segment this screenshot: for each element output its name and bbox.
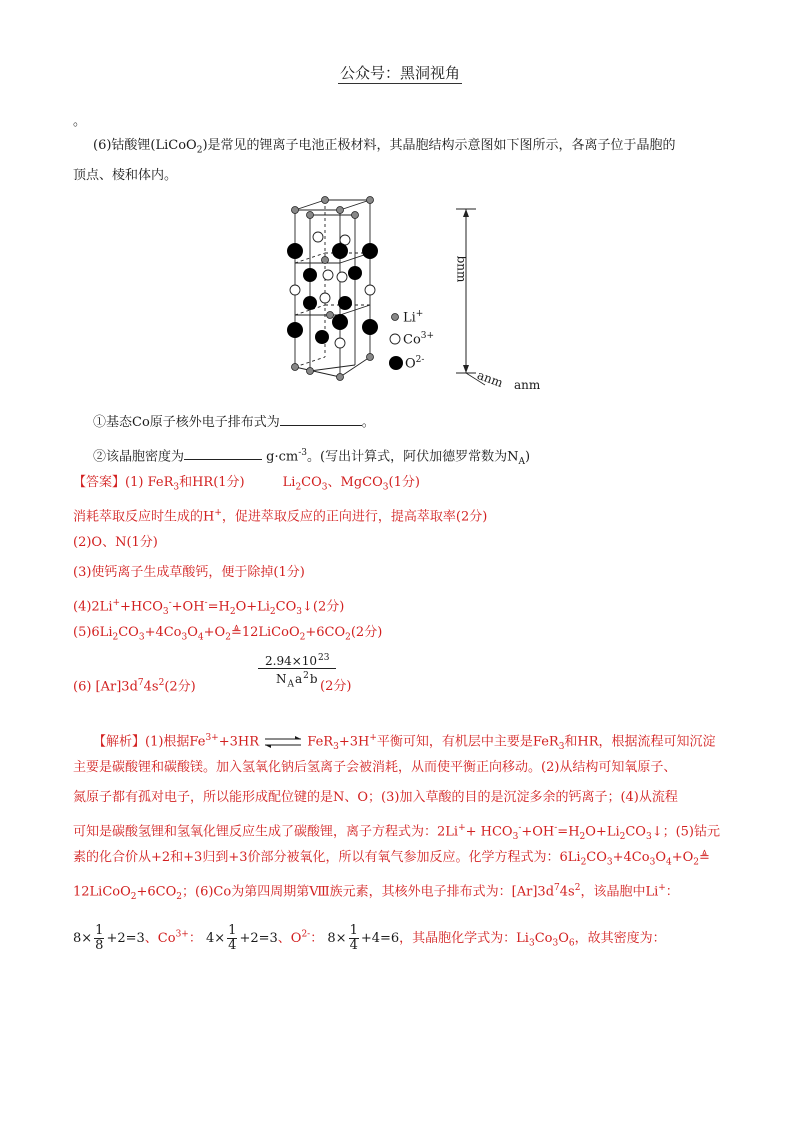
answer-blank-2[interactable] bbox=[184, 447, 262, 460]
legend-li-label: Li+ bbox=[403, 309, 424, 326]
li-atoms bbox=[292, 197, 374, 381]
legend-li-symbol bbox=[392, 314, 399, 321]
answer-blank-1[interactable] bbox=[280, 413, 362, 426]
analysis-line-4: 可知是碳酸氢锂和氢氧化锂反应生成了碳酸锂，离子方程式为：$2Li^++ HCO_3^-+OH^-=H_2O+Li_2CO_3↓$；(5)钴元 bbox=[73, 823, 720, 842]
question-item2: ②该晶胞密度为 $g\cdot cm^{-3}$。(写出计算式，阿伏加德罗常数为$N_A$) bbox=[93, 448, 531, 467]
cell-frame-lines bbox=[295, 200, 370, 377]
analysis-line-2: 主要是碳酸锂和碳酸镁。加入氢氧化钠后氢离子会被消耗，从而使平衡正向移动。(2)从结构可知氧原子、 bbox=[73, 760, 677, 775]
analysis-line-3: 氮原子都有孤对电子，所以能形成配位键的是N、O；(3)加入草酸的目的是沉淀多余的钙离子；(4)从流程 bbox=[73, 790, 678, 805]
legend-co-label: $Co^{3+}$ bbox=[403, 331, 435, 348]
height-arrow-top bbox=[463, 209, 469, 217]
page-dot: 。 bbox=[73, 114, 87, 129]
question-item1: ①基态Co原子核外电子排布式为 。 bbox=[93, 415, 375, 430]
crystal-cell-figure bbox=[280, 195, 570, 390]
density-score: (2分) bbox=[320, 679, 352, 694]
answer-line-3: (2)O、N(1分) bbox=[73, 535, 158, 550]
question-intro-line2: 顶点、棱和体内。 bbox=[73, 168, 178, 183]
height-label: bnm bbox=[454, 255, 469, 283]
width-label-a: anm bbox=[475, 367, 505, 391]
height-arrow-bottom bbox=[463, 365, 469, 373]
answer-line-2: 消耗萃取反应时生成的H+，促进萃取反应的正向进行，提高萃取率(2分) bbox=[73, 508, 488, 525]
legend-o-symbol bbox=[389, 356, 403, 370]
header-title: 公众号：黑洞视角 bbox=[339, 64, 460, 82]
analysis-line-5: 素的化合价从+2和+3归到+3价部分被氧化，所以有氧气参加反应。化学方程式为：$6Li_2CO_3+4Co_3O_4+O_2≜$ bbox=[73, 850, 710, 868]
answer-line-1: 【答案】(1) FeR$_3$和HR(1分) $Li_2CO_3$、MgCO$_3$(1分) bbox=[73, 475, 420, 493]
analysis-line-1: 【解析】(1)根据$Fe^{3+}+3HR$ FeR$_3$+3H+平衡可知，有机层中主要是FeR$_3$和HR，根据流程可知沉淀 bbox=[93, 733, 716, 752]
legend-co-symbol bbox=[390, 334, 400, 344]
analysis-line-7: 8× $\frac{1}{8}$ +2=3、$Co^{3+}$： 4× $\frac{1}{4}$ +2=3、$O^{2-}$： 8× $\frac{1}{4}$ +4=6，其晶胞化学式为：$Li_3Co_3O_6$，故其密度为： bbox=[73, 923, 666, 953]
legend-o-label: $O^{2-}$ bbox=[405, 355, 425, 372]
question-intro-line1: (6)钴酸锂(LiCoO$_2$)是常见的锂离子电池正极材料，其晶胞结构示意图如下图所示，各离子位于晶胞的 bbox=[93, 138, 676, 156]
fraction-one-quarter-a: $\frac{1}{4}$ bbox=[228, 923, 237, 953]
answer-line-4: (3)使钙离子生成草酸钙，便于除掉(1分) bbox=[73, 565, 305, 580]
answer-line-6: $(5)6Li_2CO_3+4Co_3O_4+O_2≜12LiCoO_2+6CO_2(2$分) bbox=[73, 625, 383, 643]
density-fraction: $\frac{2.94\times 10^{23}}{N_Aa^2b}$ bbox=[256, 651, 338, 691]
analysis-line-6: $12LiCoO_2+6CO_2$；(6)Co为第四周期第Ⅷ族元素，其核外电子排布式为：$[Ar]3d^74s^2$，该晶胞中Li+： bbox=[73, 883, 679, 902]
equilibrium-arrow-icon bbox=[263, 735, 303, 749]
height-dimension bbox=[456, 209, 476, 373]
fraction-one-eighth: $\frac{1}{8}$ bbox=[95, 923, 104, 953]
o-atoms bbox=[287, 243, 378, 344]
page-header bbox=[0, 62, 800, 83]
answer-line-5: $(4)2Li^++HCO_3^-+OH^-=H_2O+Li_2CO_3↓(2$分) bbox=[73, 598, 345, 617]
width-label-b: anm bbox=[514, 378, 541, 392]
fraction-one-quarter-b: $\frac{1}{4}$ bbox=[349, 923, 358, 953]
answer-line-7: (6) $[Ar]3d^74s^2(2$分) bbox=[73, 678, 196, 695]
